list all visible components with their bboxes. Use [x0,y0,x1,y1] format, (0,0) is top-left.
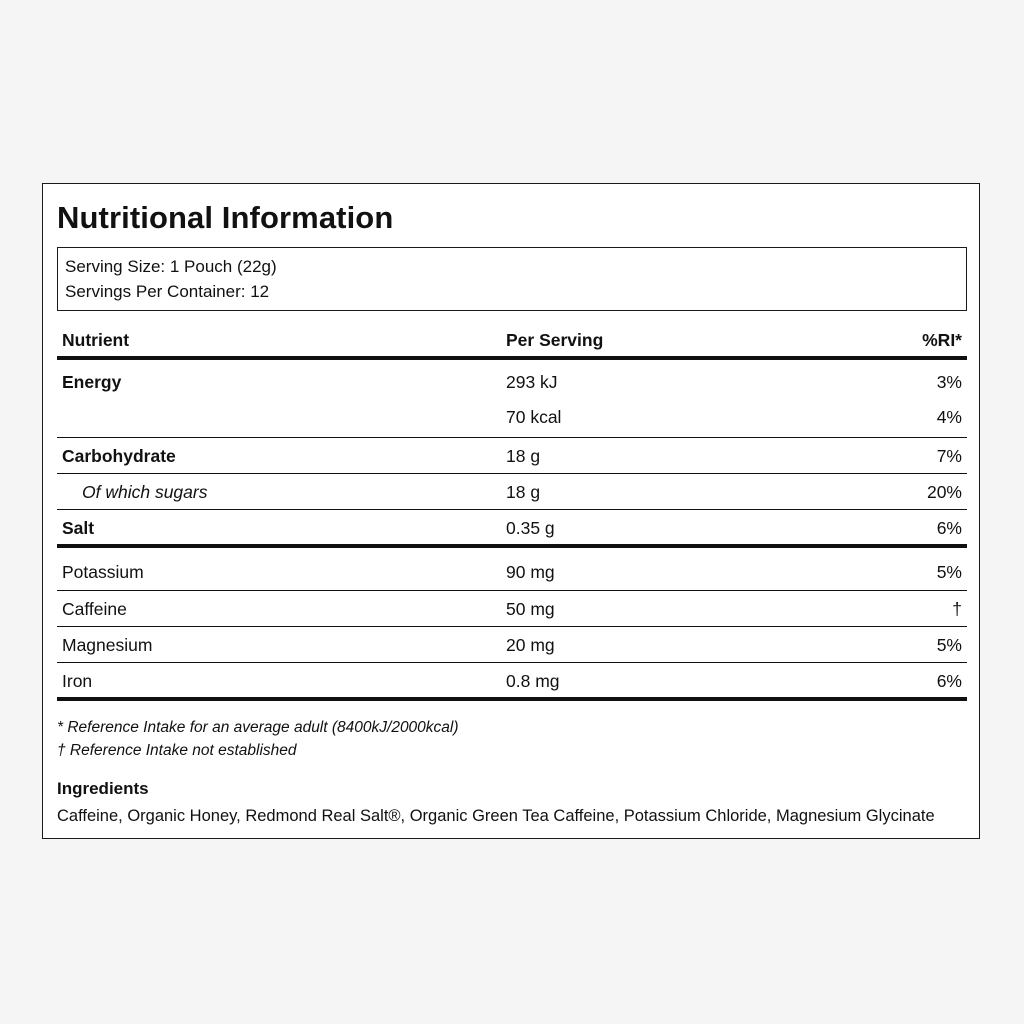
serving-info-box [57,247,967,311]
row-nutrient: Carbohydrate [62,446,176,466]
row-ri: 6% [936,518,962,538]
row-nutrient: Energy [62,372,122,392]
row-ri: 3% [936,372,962,392]
row-ri: 4% [936,407,962,427]
footnotes [57,716,459,762]
row-nutrient: Of which sugars [82,482,208,502]
header-nutrient: Nutrient [62,330,130,350]
table-row [57,663,967,701]
table-row [57,360,967,395]
row-per-serving: 50 mg [506,599,555,619]
header-ri: %RI* [922,330,962,350]
row-per-serving: 20 mg [506,635,555,655]
table-row [57,627,967,663]
row-ri: 20% [926,482,962,502]
table-row [57,591,967,627]
row-ri: † [952,599,962,619]
row-per-serving: 18 g [506,446,541,466]
row-per-serving: 18 g [506,482,541,502]
serving-size: Serving Size: 1 Pouch (22g) [65,257,277,276]
row-per-serving: 70 kcal [506,407,562,427]
ri-footnote: * Reference Intake for an average adult (8400kJ/2000kcal) [57,719,459,736]
table-row [57,474,967,510]
row-nutrient: Potassium [62,562,144,582]
ingredients-text: Caffeine, Organic Honey, Redmond Real Salt®, Organic Green Tea Caffeine, Potassium Chloride, Magnesium Glycinate [57,807,935,825]
ingredients-title: Ingredients [57,779,149,798]
row-ri: 5% [936,635,962,655]
row-ri: 5% [936,562,962,582]
row-per-serving: 293 kJ [506,372,558,392]
row-nutrient: Salt [62,518,95,538]
table-header-row [57,320,967,360]
servings-per-container: Servings Per Container: 12 [65,282,270,301]
row-per-serving: 90 mg [506,562,555,582]
table-row [57,548,967,591]
nutrition-label [42,183,980,839]
row-nutrient: Iron [62,671,93,691]
not-established-footnote: † Reference Intake not established [57,742,297,759]
header-per-serving: Per Serving [506,330,604,350]
row-nutrient: Caffeine [62,599,127,619]
table-row [57,510,967,548]
table-row [57,395,967,438]
row-nutrient: Magnesium [62,635,153,655]
table-row [57,438,967,474]
row-ri: 6% [936,671,962,691]
label-title: Nutritional Information [57,200,394,235]
row-per-serving: 0.35 g [506,518,555,538]
row-per-serving: 0.8 mg [506,671,560,691]
row-ri: 7% [936,446,962,466]
nutrition-table [57,320,967,701]
